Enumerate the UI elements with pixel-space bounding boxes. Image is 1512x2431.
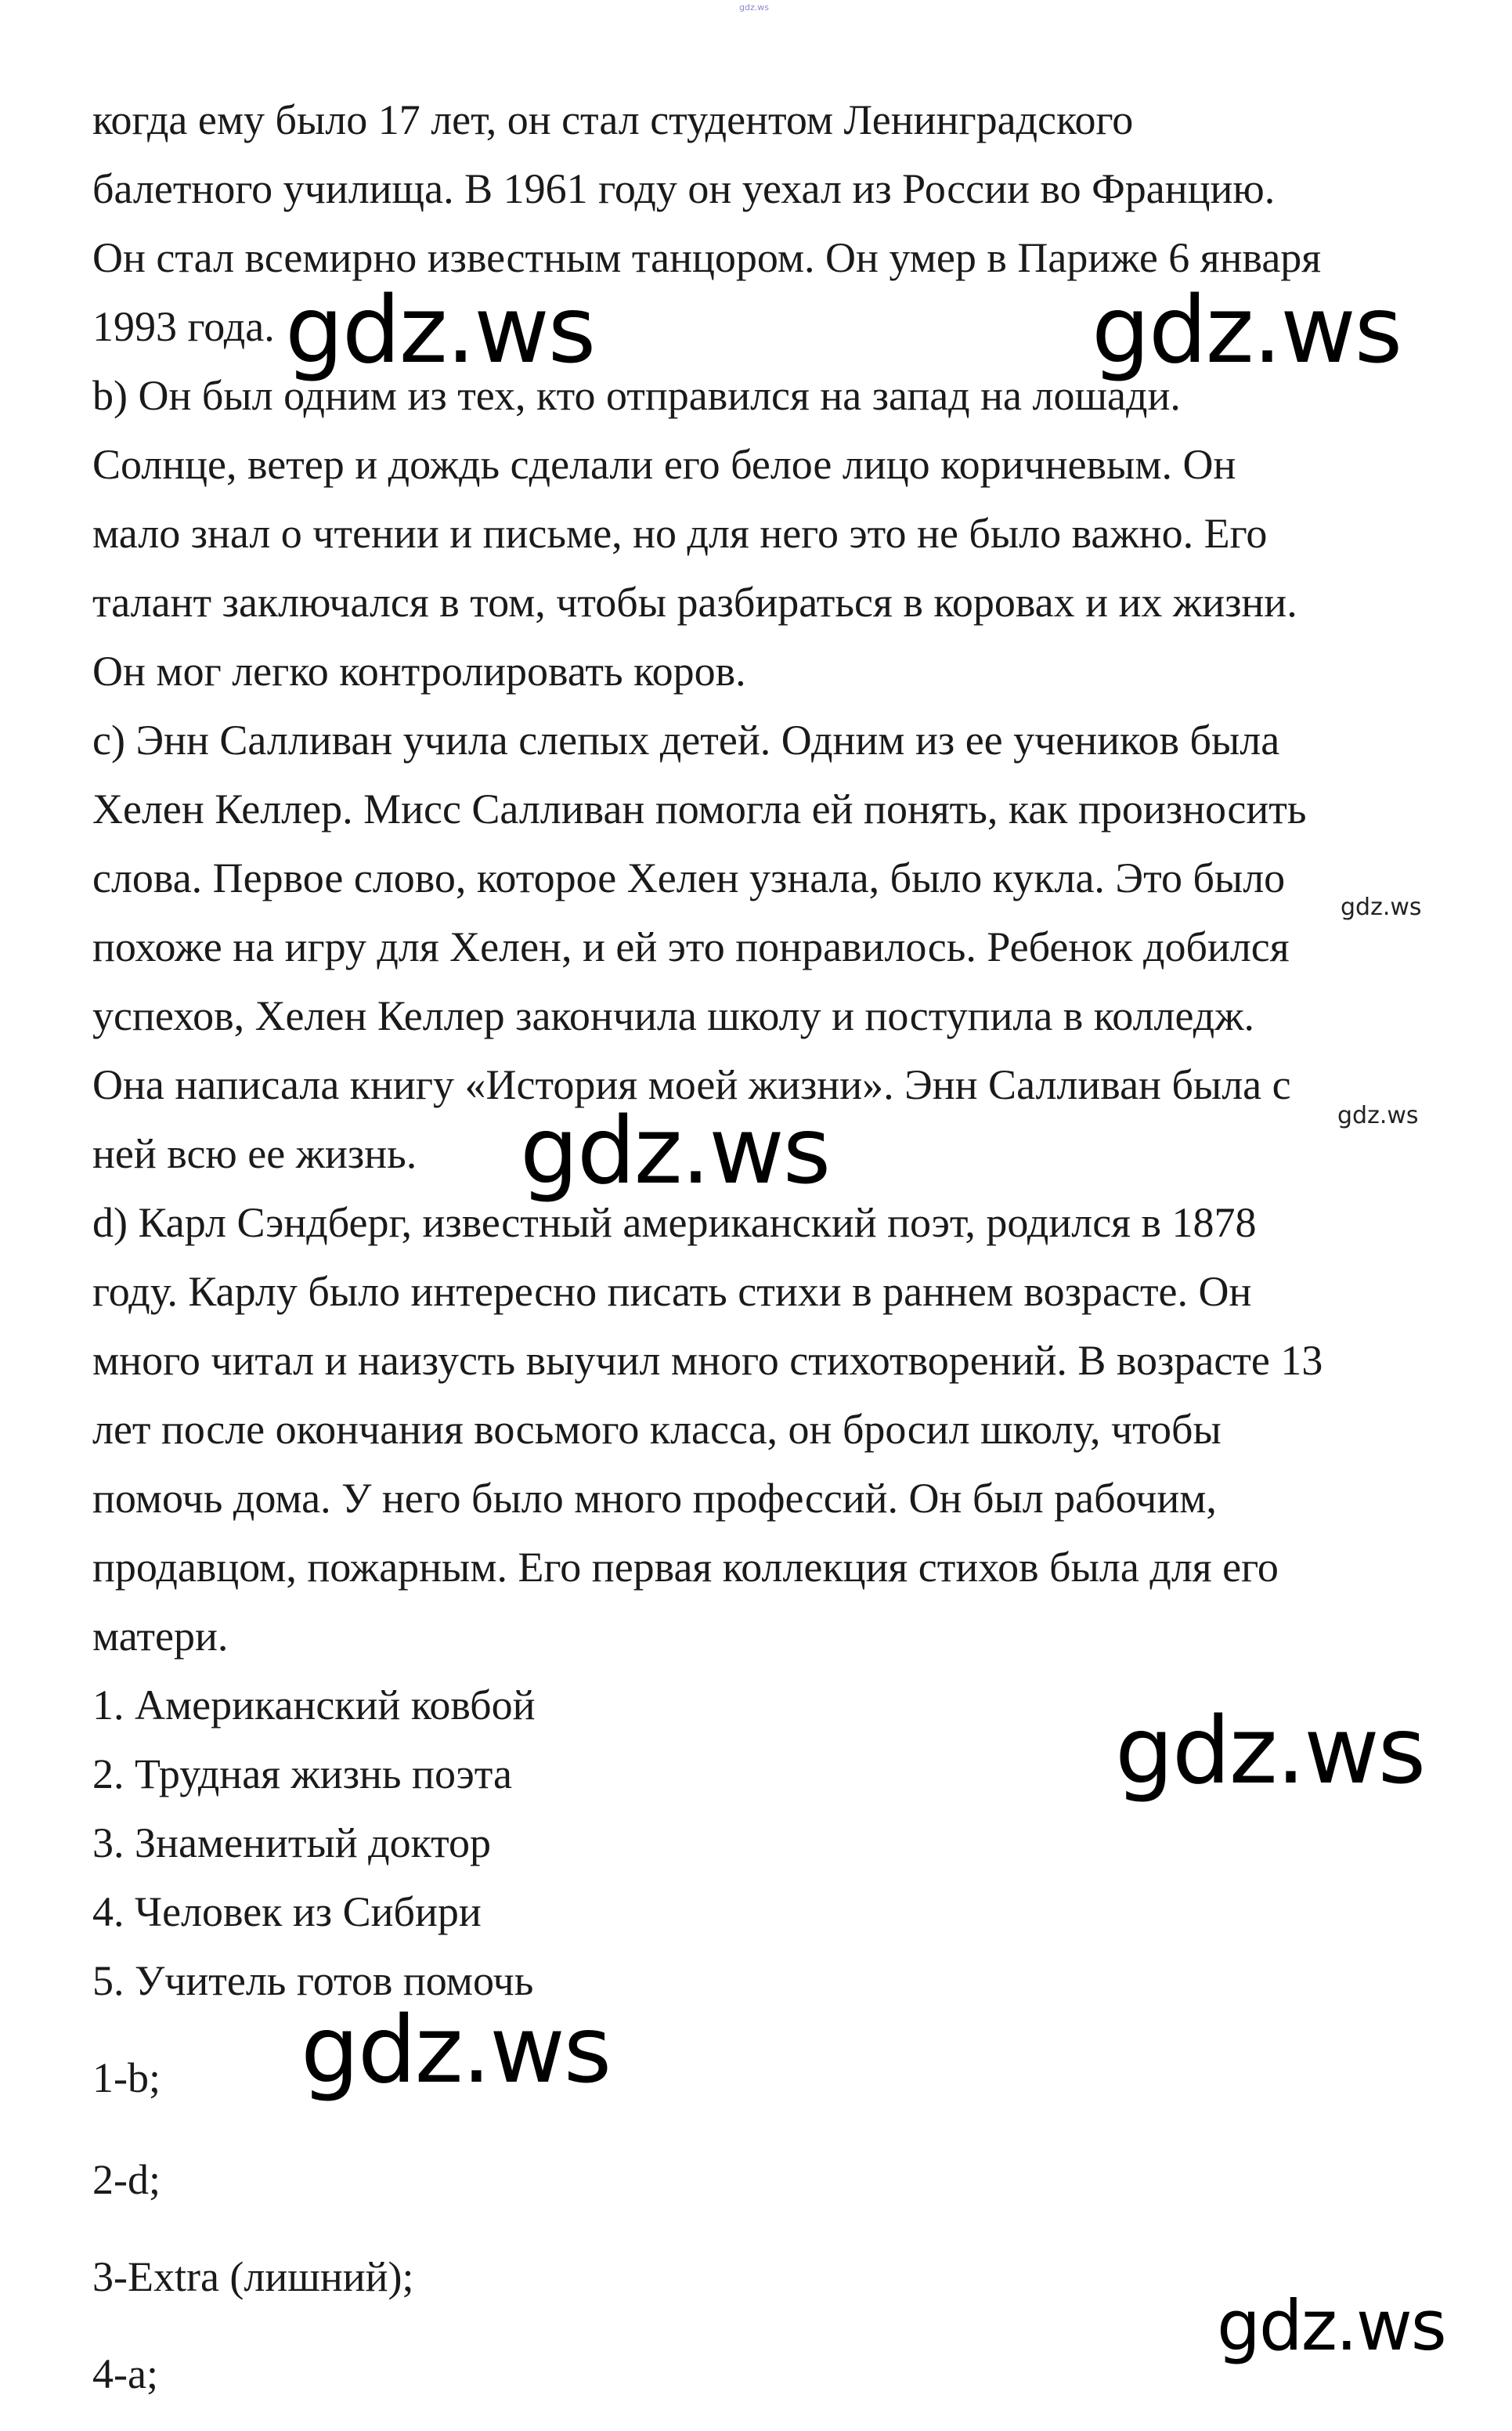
watermark: gdz.ws (1115, 1696, 1425, 1804)
text-line: Солнце, ветер и дождь сделали его белое лицо коричневым. Он (92, 441, 1236, 488)
watermark: gdz.ws (285, 276, 595, 384)
watermark: gdz.ws (520, 1096, 830, 1205)
text-line: Хелен Келлер. Мисс Салливан помогла ей понять, как произносить (92, 786, 1307, 833)
text-line: продавцом, пожарным. Его первая коллекция стихов была для его (92, 1544, 1279, 1591)
text-line: лет после окончания восьмого класса, он бросил школу, чтобы (92, 1406, 1222, 1453)
answer-line: 4-a; (92, 2350, 158, 2397)
text-line: году. Карлу было интересно писать стихи в раннем возрасте. Он (92, 1268, 1252, 1315)
watermark: gdz.ws (1341, 894, 1422, 921)
text-line: матери. (92, 1613, 229, 1660)
text-line: 1993 года. (92, 303, 275, 350)
list-item: 2. Трудная жизнь поэта (92, 1750, 513, 1797)
text-line: много читал и наизусть выучил много стихотворений. В возрасте 13 (92, 1337, 1323, 1384)
text-line: b) Он был одним из тех, кто отправился на запад на лошади. (92, 372, 1181, 419)
text-line: Она написала книгу «История моей жизни». Энн Салливан была с (92, 1061, 1291, 1108)
text-line: d) Карл Сэндберг, известный американский поэт, родился в 1878 (92, 1199, 1257, 1246)
list-item: 3. Знаменитый доктор (92, 1819, 492, 1866)
text-line: талант заключался в том, чтобы разбираться в коровах и их жизни. (92, 579, 1297, 626)
text-line: слова. Первое слово, которое Хелен узнала, было кукла. Это было (92, 854, 1286, 901)
text-line: Он стал всемирно известным танцором. Он умер в Париже 6 января (92, 234, 1322, 281)
text-line: успехов, Хелен Келлер закончила школу и поступила в колледж. (92, 992, 1255, 1039)
answer-line: 3-Extra (лишний); (92, 2253, 414, 2300)
watermark: gdz.ws (1217, 2285, 1445, 2366)
text-line: c) Энн Салливан учила слепых детей. Одним из ее учеников была (92, 717, 1280, 764)
text-line: балетного училища. В 1961 году он уехал из России во Францию. (92, 165, 1276, 212)
list-item: 4. Человек из Сибири (92, 1888, 482, 1935)
answer-line: 2-d; (92, 2156, 161, 2203)
watermark-top: gdz.ws (739, 2, 769, 13)
text-line: похоже на игру для Хелен, и ей это понравилось. Ребенок добился (92, 923, 1290, 970)
list-item: 5. Учитель готов помочь (92, 1957, 534, 2004)
watermark: gdz.ws (301, 1996, 611, 2104)
text-line: мало знал о чтении и письме, но для него это не было важно. Его (92, 510, 1268, 557)
list-item: 1. Американский ковбой (92, 1681, 536, 1728)
answer-line: 1-b; (92, 2054, 161, 2101)
watermark: gdz.ws (1337, 1102, 1419, 1129)
text-line: ней всю ее жизнь. (92, 1130, 417, 1177)
text-line: помочь дома. У него было много профессий. Он был рабочим, (92, 1475, 1217, 1522)
text-line: Он мог легко контролировать коров. (92, 648, 746, 695)
text-line: когда ему было 17 лет, он стал студентом Ленинградского (92, 96, 1134, 143)
watermark: gdz.ws (1092, 276, 1402, 384)
